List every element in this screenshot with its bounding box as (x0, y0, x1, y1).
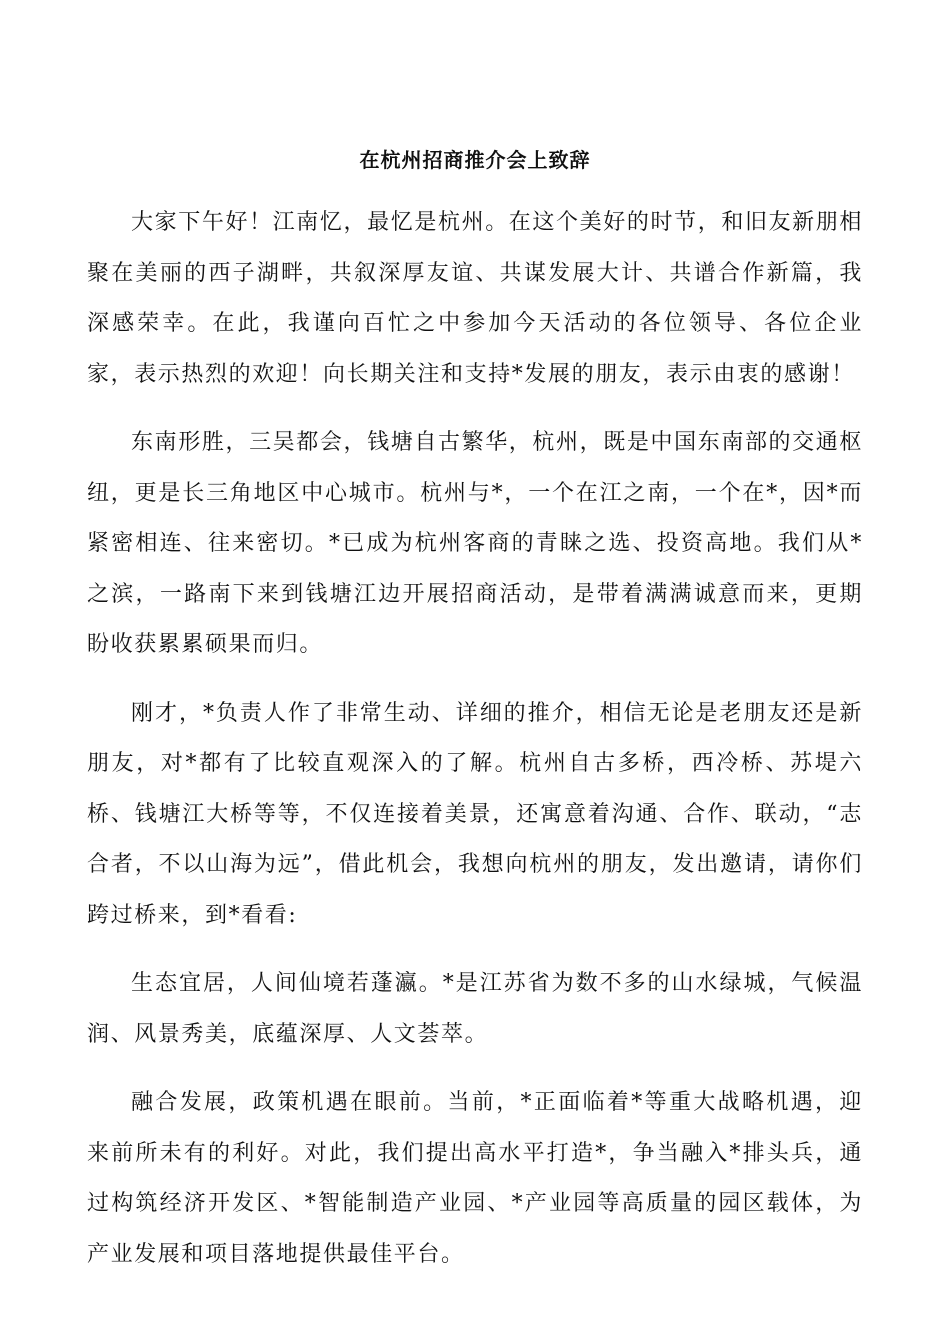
paragraph-bridges-invitation: 刚才，*负责人作了非常生动、详细的推介，相信无论是老朋友还是新朋友，对*都有了比较直观深入的了解。杭州自古多桥，西冷桥、苏堤六桥、钱塘江大桥等等，不仅连接着美景，还寓意着沟通、合作、联动，“志合者，不以山海为远”，借此机会，我想向杭州的朋友，发出邀请，请你们跨过桥来，到*看看: (87, 700, 863, 928)
document-body (87, 198, 863, 1298)
paragraph-ecology: 生态宜居，人间仙境若蓬瀛。*是江苏省为数不多的山水绿城，气候温润、风景秀美，底蕴深厚、人文荟萃。 (87, 971, 863, 1047)
document-title: 在杭州招商推介会上致辞 (359, 148, 591, 172)
paragraph-hangzhou-intro: 东南形胜，三吴都会，钱塘自古繁华，杭州，既是中国东南部的交通枢纽，更是长三角地区中心城市。杭州与*，一个在江之南，一个在*，因*而紧密相连、往来密切。*已成为杭州客商的青睐之选、投资高地。我们从*之滨，一路南下来到钱塘江边开展招商活动，是带着满满诚意而来，更期盼收获累累硕果而归。 (87, 430, 863, 657)
paragraph-development: 融合发展，政策机遇在眼前。当前，*正面临着*等重大战略机遇，迎来前所未有的利好。对此，我们提出高水平打造*，争当融入*排头兵，通过构筑经济开发区、*智能制造产业园、*产业园等高质量的园区载体，为产业发展和项目落地提供最佳平台。 (87, 1090, 863, 1267)
paragraph-greeting: 大家下午好！江南忆，最忆是杭州。在这个美好的时节，和旧友新朋相聚在美丽的西子湖畔，共叙深厚友谊、共谋发展大计、共谱合作新篇，我深感荣幸。在此，我谨向百忙之中参加今天活动的各位领导、各位企业家，表示热烈的欢迎！向长期关注和支持*发展的朋友，表示由衷的感谢！ (87, 210, 863, 387)
